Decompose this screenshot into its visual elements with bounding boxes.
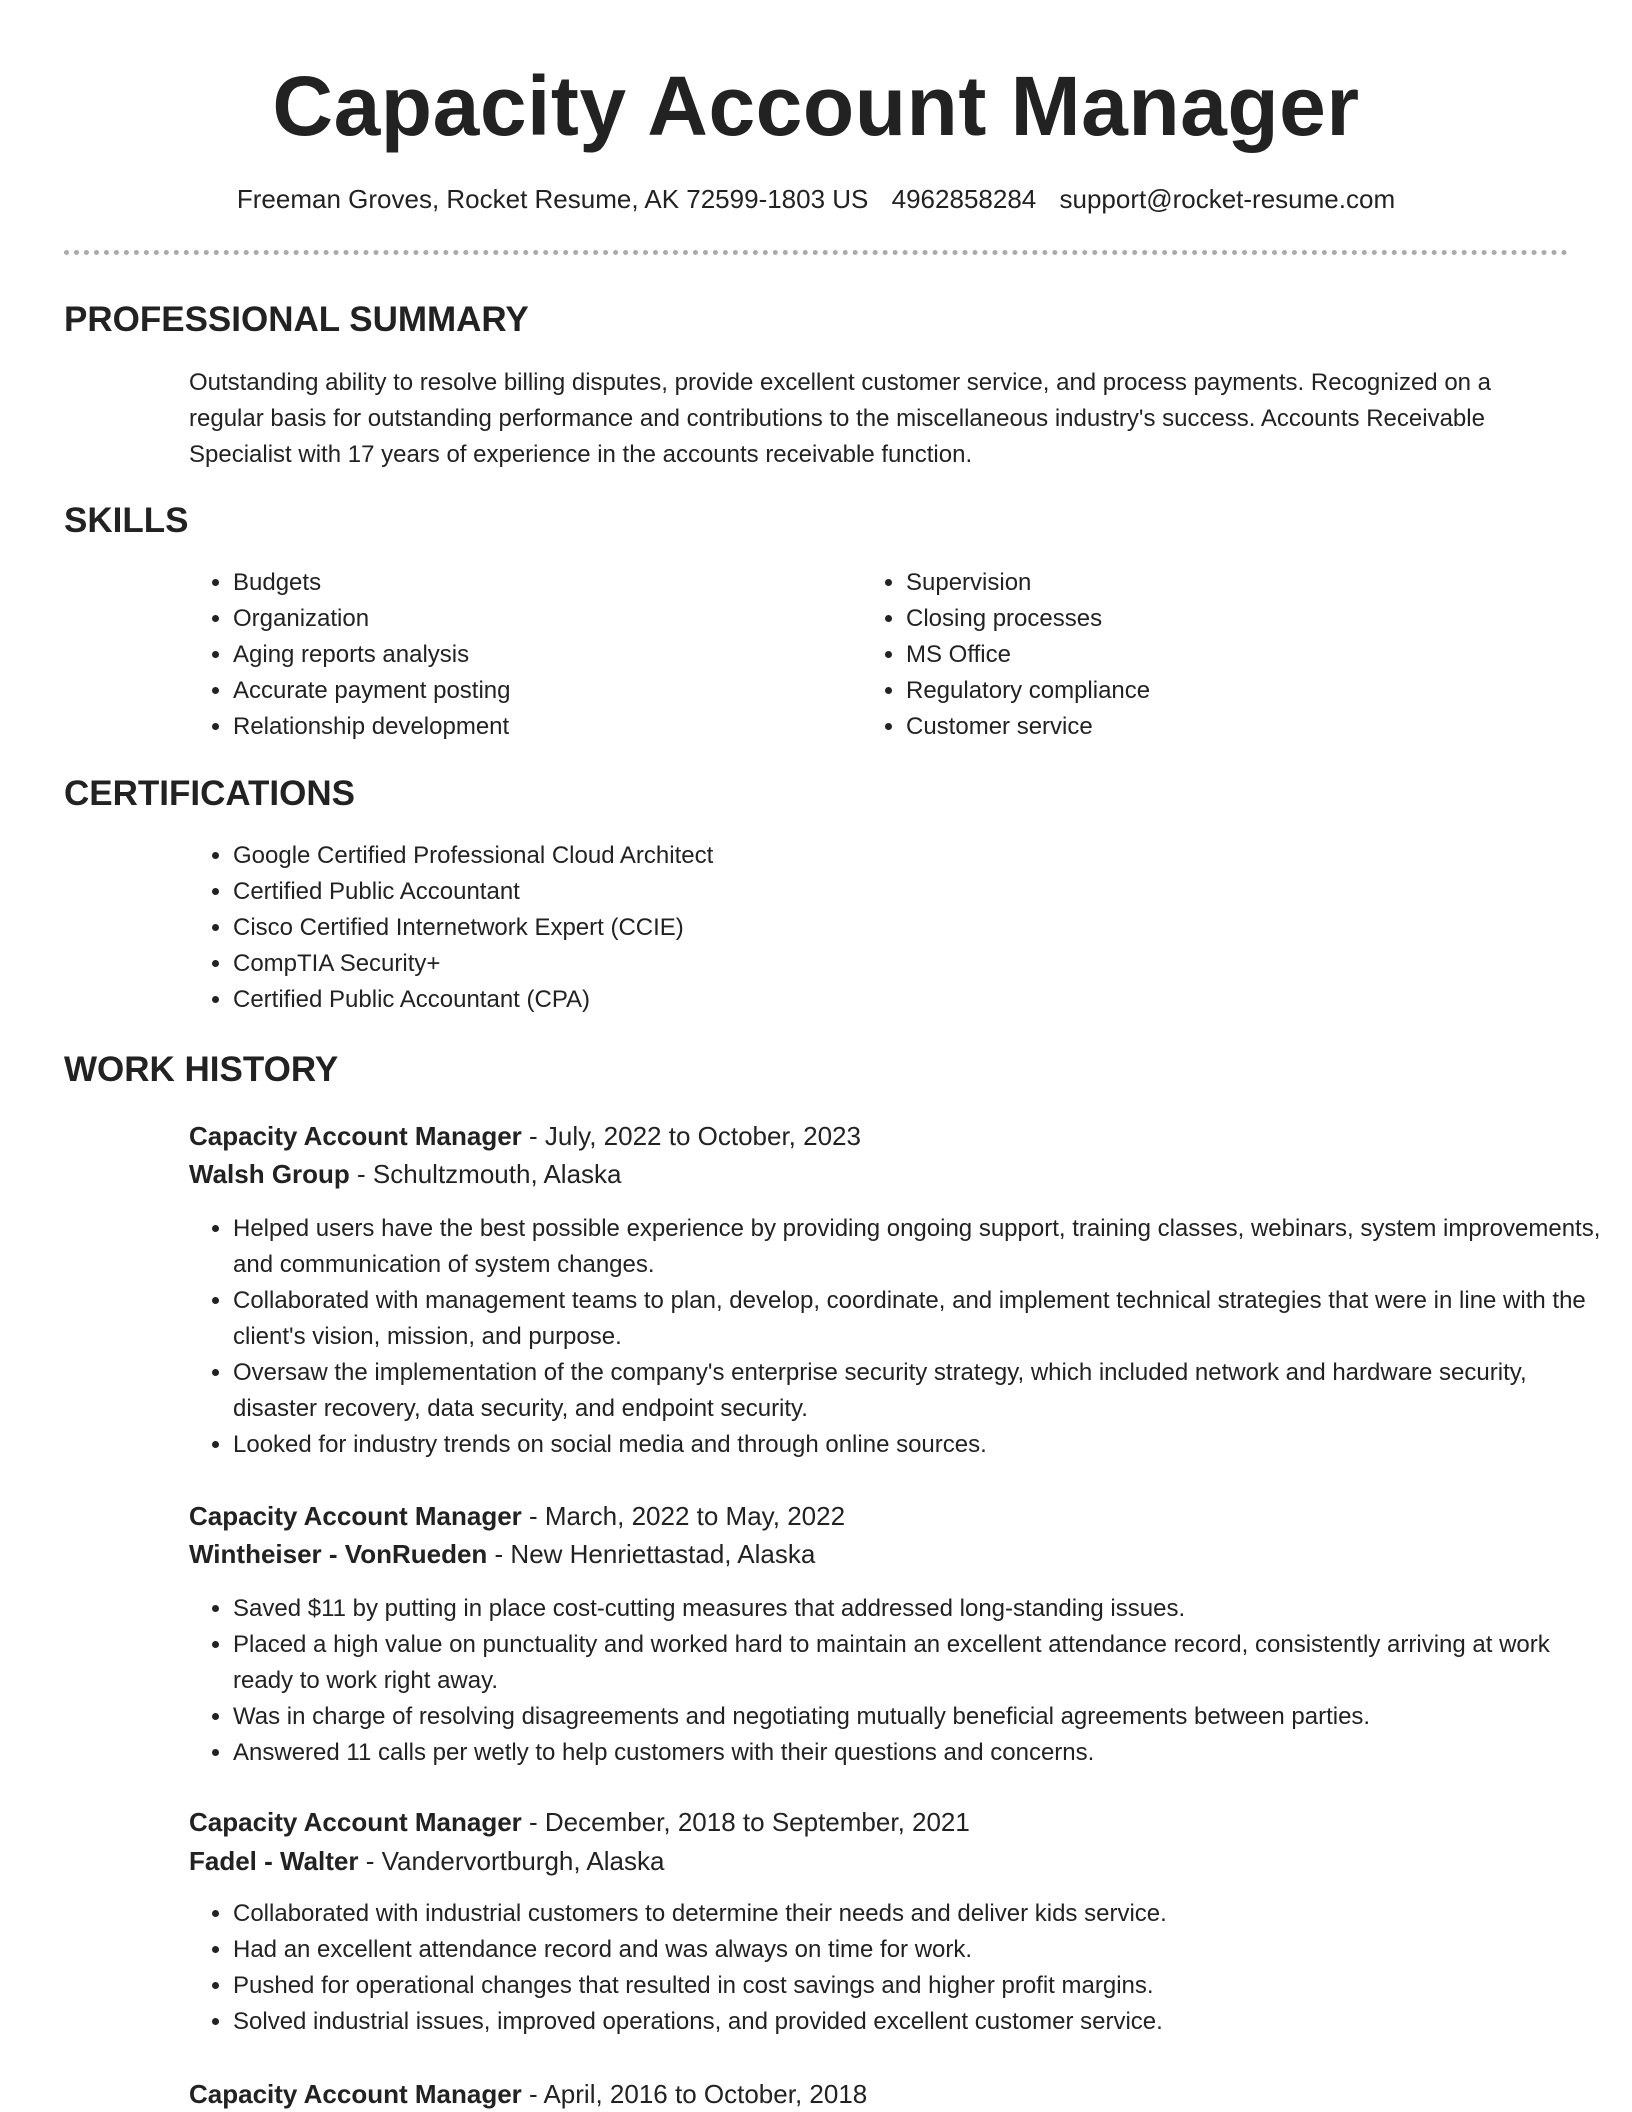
responsibility-item: • Collaborated with industrial customers to determine their needs and deliver kids service. [233, 1896, 1613, 1932]
job-company: Wintheiser - VonRueden [189, 1539, 488, 1569]
responsibility-item: • Placed a high value on punctuality and worked hard to maintain an excellent attendance record, consistently arriving at work ready to work right away. [233, 1627, 1613, 1699]
responsibility-item: • Pushed for operational changes that resulted in cost savings and higher profit margins. [233, 1968, 1613, 2004]
certification-item: • Certified Public Accountant (CPA) [233, 982, 1533, 1018]
responsibility-item: • Saved $11 by putting in place cost-cutting measures that addressed long-standing issues. [233, 1591, 1613, 1627]
summary-text: Outstanding ability to resolve billing disputes, provide excellent customer service, and process payments. Recognized on a regular basis for outstanding performance and contributions to the miscellaneous industry's success. Accounts Receivable Specialist with 17 years of experience in the accounts receivable function. [189, 369, 1492, 468]
job-company: Walsh Group [189, 1159, 350, 1189]
skill-item: • Supervision [906, 565, 1506, 601]
contact-line [0, 182, 1632, 216]
job-responsibilities [189, 1591, 1613, 1771]
skill-item: • Accurate payment posting [233, 673, 833, 709]
certifications-list [189, 838, 1533, 1018]
job-company-line [189, 1843, 664, 1879]
certification-item: • CompTIA Security+ [233, 946, 1533, 982]
job-company-line [189, 1156, 622, 1192]
job-title: Capacity Account Manager [189, 2079, 522, 2109]
job-title-line [189, 1498, 845, 1534]
job-company-line [189, 1536, 815, 1572]
header-divider [64, 250, 1568, 255]
job-company: Fadel - Walter [189, 1846, 359, 1876]
job-location: - Schultzmouth, Alaska [349, 1159, 622, 1189]
job-responsibilities [189, 1896, 1613, 2040]
skill-item: • Organization [233, 601, 833, 637]
responsibility-item: • Helped users have the best possible experience by providing ongoing support, training classes, webinars, system improvements, and communication of system changes. [233, 1211, 1613, 1283]
resume-name-heading: Capacity Account Manager [272, 59, 1360, 153]
contact-email[interactable]: support@rocket-resume.com [1059, 184, 1396, 214]
skill-item: • Aging reports analysis [233, 637, 833, 673]
skill-item: • Closing processes [906, 601, 1506, 637]
certification-item: • Google Certified Professional Cloud Architect [233, 838, 1533, 874]
skills-list-left [189, 565, 833, 745]
job-dates: - April, 2016 to October, 2018 [521, 2079, 868, 2109]
skills-list-right [862, 565, 1506, 745]
job-dates: - March, 2022 to May, 2022 [521, 1501, 846, 1531]
skill-item: • MS Office [906, 637, 1506, 673]
certification-item: • Cisco Certified Internetwork Expert (CCIE) [233, 910, 1533, 946]
job-responsibilities [189, 1211, 1613, 1463]
job-title-line [189, 1804, 970, 1840]
certification-item: • Certified Public Accountant [233, 874, 1533, 910]
skill-item: • Relationship development [233, 709, 833, 745]
responsibility-item: • Collaborated with management teams to plan, develop, coordinate, and implement technical strategies that were in line with the client's vision, mission, and purpose. [233, 1283, 1613, 1355]
job-title-line [189, 1118, 861, 1154]
skills-heading: SKILLS [64, 501, 189, 540]
skill-item: • Budgets [233, 565, 833, 601]
job-title: Capacity Account Manager [189, 1121, 522, 1151]
responsibility-item: • Answered 11 calls per wetly to help customers with their questions and concerns. [233, 1735, 1613, 1771]
contact-address: Freeman Groves, Rocket Resume, AK 72599-1803 US [236, 184, 869, 214]
skill-item: • Customer service [906, 709, 1506, 745]
responsibility-item: • Was in charge of resolving disagreements and negotiating mutually beneficial agreements between parties. [233, 1699, 1613, 1735]
work-history-heading: WORK HISTORY [64, 1050, 339, 1089]
job-location: - New Henriettastad, Alaska [487, 1539, 816, 1569]
responsibility-item: • Solved industrial issues, improved operations, and provided excellent customer service. [233, 2004, 1613, 2040]
job-dates: - July, 2022 to October, 2023 [521, 1121, 861, 1151]
skill-item: • Regulatory compliance [906, 673, 1506, 709]
job-dates: - December, 2018 to September, 2021 [521, 1807, 970, 1837]
job-title: Capacity Account Manager [189, 1501, 522, 1531]
summary-heading: PROFESSIONAL SUMMARY [64, 300, 529, 339]
job-location: - Vandervortburgh, Alaska [358, 1846, 665, 1876]
responsibility-item: • Oversaw the implementation of the company's enterprise security strategy, which included network and hardware security, disaster recovery, data security, and endpoint security. [233, 1355, 1613, 1427]
responsibility-item: • Looked for industry trends on social media and through online sources. [233, 1427, 1613, 1463]
contact-phone: 4962858284 [891, 184, 1037, 214]
responsibility-item: • Had an excellent attendance record and was always on time for work. [233, 1932, 1613, 1968]
certifications-heading: CERTIFICATIONS [64, 774, 356, 813]
job-title-line [189, 2076, 867, 2112]
job-title: Capacity Account Manager [189, 1807, 522, 1837]
